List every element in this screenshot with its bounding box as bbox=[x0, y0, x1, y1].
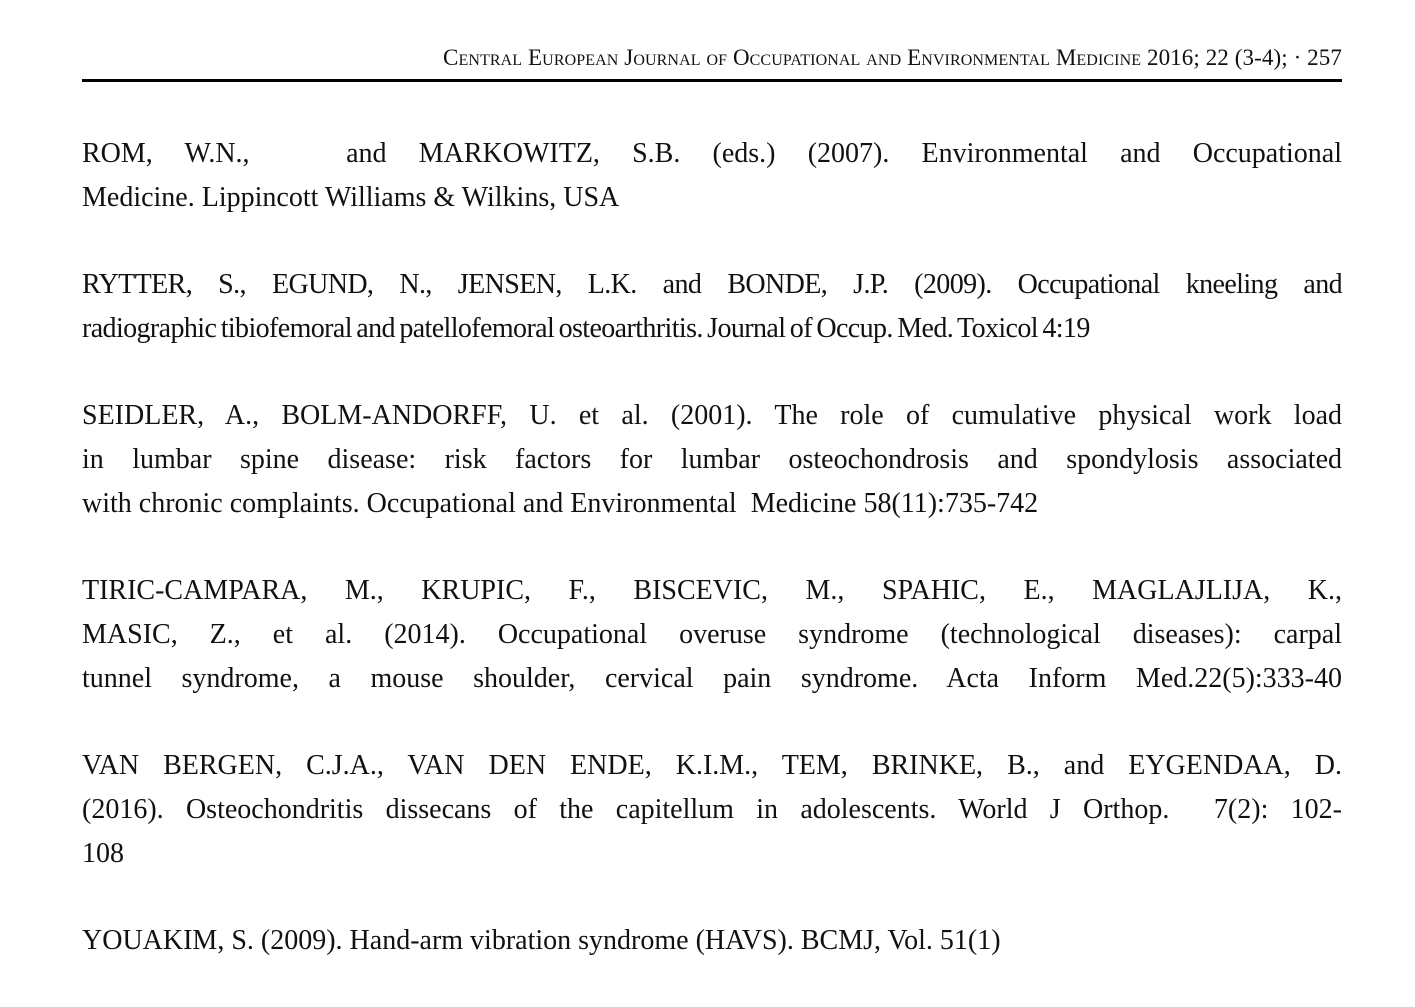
reference-line: VAN BERGEN, C.J.A., VAN DEN ENDE, K.I.M., TEM, BRINKE, B., and EYGENDAA, D. bbox=[82, 750, 1342, 781]
reference-rom-markowitz bbox=[82, 132, 1342, 220]
reference-line: ROM, W.N., and MARKOWITZ, S.B. (eds.) (2007). Environmental and Occupational bbox=[82, 138, 1342, 169]
reference-line: 108 bbox=[82, 838, 124, 869]
reference-line: with chronic complaints. Occupational and Environmental Medicine 58(11):735-742 bbox=[82, 488, 1039, 519]
reference-line: RYTTER, S., EGUND, N., JENSEN, L.K. and BONDE, J.P. (2009). Occupational kneeling and bbox=[82, 269, 1342, 300]
reference-line: tunnel syndrome, a mouse shoulder, cervical pain syndrome. Acta Inform Med.22(5):333-40 bbox=[82, 663, 1342, 694]
reference-seidler bbox=[82, 394, 1342, 526]
reference-line: SEIDLER, A., BOLM-ANDORFF, U. et al. (2001). The role of cumulative physical work load bbox=[82, 400, 1342, 431]
reference-van-bergen bbox=[82, 744, 1342, 876]
reference-line: in lumbar spine disease: risk factors for lumbar osteochondrosis and spondylosis associated bbox=[82, 444, 1342, 475]
reference-line: YOUAKIM, S. (2009). Hand-arm vibration syndrome (HAVS). BCMJ, Vol. 51(1) bbox=[82, 925, 1001, 956]
reference-line: radiographic tibiofemoral and patellofemoral osteoarthritis. Journal of Occup. Med. Toxicol 4:19 bbox=[82, 313, 1090, 344]
journal-title: Central European Journal of Occupational and Environmental Medicine bbox=[443, 45, 1142, 70]
reference-rytter bbox=[82, 263, 1342, 351]
running-header bbox=[82, 42, 1342, 74]
header-rule bbox=[82, 79, 1342, 82]
reference-line: MASIC, Z., et al. (2014). Occupational overuse syndrome (technological diseases): carpal bbox=[82, 619, 1342, 650]
reference-tiric-campara bbox=[82, 569, 1342, 701]
reference-list bbox=[82, 132, 1342, 1006]
reference-line: TIRIC-CAMPARA, M., KRUPIC, F., BISCEVIC, M., SPAHIC, E., MAGLAJLIJA, K., bbox=[82, 575, 1342, 606]
reference-line: Medicine. Lippincott Williams & Wilkins, USA bbox=[82, 182, 620, 213]
issue-citation: 2016; 22 (3-4); · 257 bbox=[1146, 45, 1342, 70]
reference-line: (2016). Osteochondritis dissecans of the capitellum in adolescents. World J Orthop. 7(2): 102- bbox=[82, 794, 1342, 825]
reference-youakim bbox=[82, 919, 1342, 963]
